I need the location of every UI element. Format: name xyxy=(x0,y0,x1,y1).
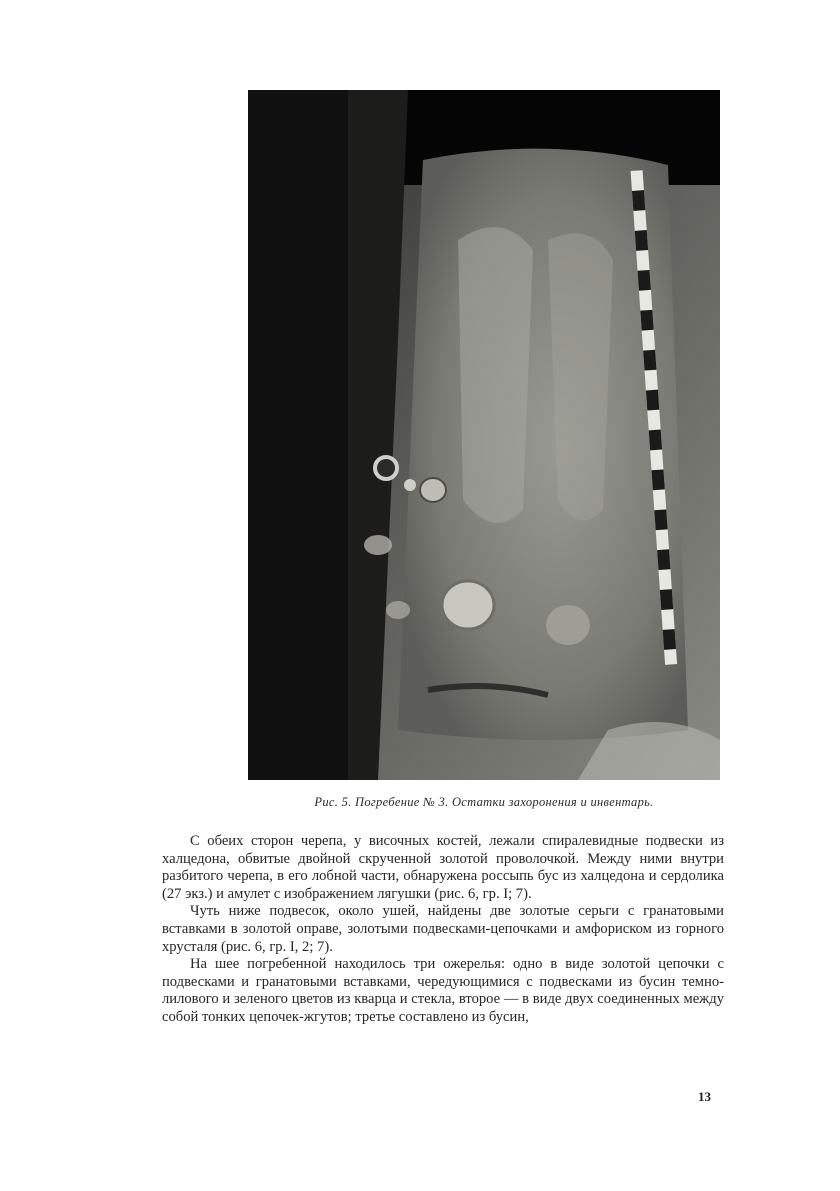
figure-caption: Рис. 5. Погребение № 3. Остатки захоронения и инвентарь. xyxy=(314,795,654,809)
excavation-photo xyxy=(248,90,720,780)
grave-photo-illustration xyxy=(248,90,720,780)
paragraph: Чуть ниже подвесок, около ушей, найдены две золотые серьги с гранатовыми вставками в золотой оправе, золотыми подвесками-цепочками и амфориском из горного хрусталя (рис. 6, гр. I, 2; 7). xyxy=(162,903,724,955)
paragraph: С обеих сторон черепа, у височных костей, лежали спиралевидные подвески из халцедона, обвитые двойной скрученной золотой проволочкой. Между ними внутри разбитого черепа, в его лобной части, обнаружена россыпь бус из халцедона и сердолика (27 экз.) и амулет с изображением лягушки (рис. 6, гр. I; 7). xyxy=(162,833,724,902)
article-body xyxy=(162,833,724,1027)
paragraph: На шее погребенной находилось три ожерелья: одно в виде золотой цепочки с подвесками и гранатовыми вставками, чередующимися с подвесками из бусин темно-лилового и зеленого цветов из кварца и стекла, второе — в виде двух соединенных между собой тонких цепочек-жгутов; третье составлено из бусин, xyxy=(162,956,724,1025)
page-number: 13 xyxy=(698,1089,711,1104)
